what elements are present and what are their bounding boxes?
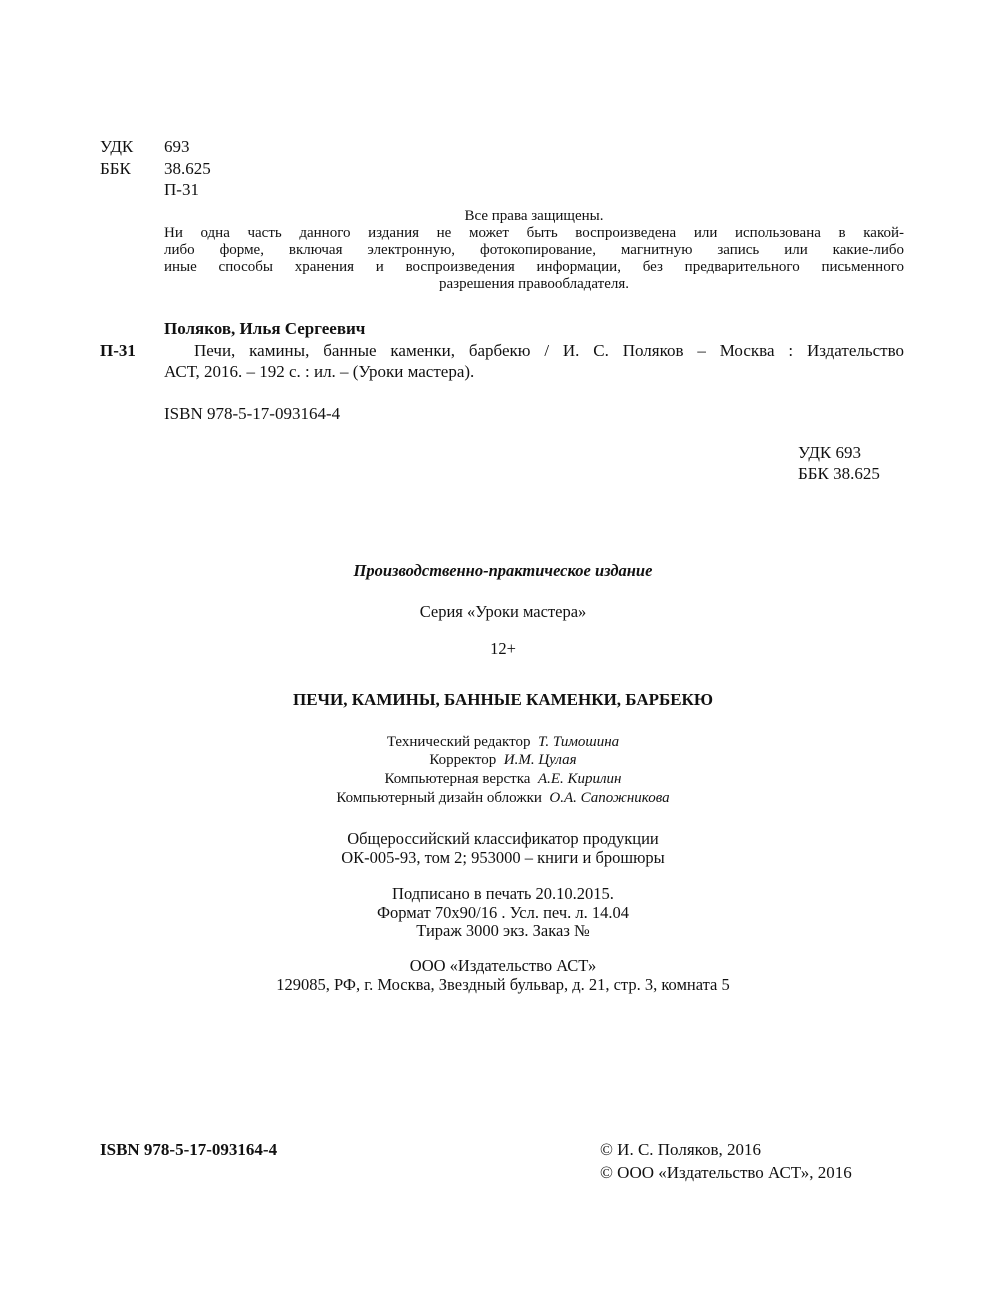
credit-role: Компьютерная верстка [384,771,531,787]
credit-line [0,790,986,807]
book-title: ПЕЧИ, КАМИНЫ, БАННЫЕ КАМЕНКИ, БАРБЕКЮ [292,690,714,709]
rights-title: Все права защищены. [464,208,604,224]
print-format: Формат 70x90/16 . Усл. печ. л. 14.04 [377,903,629,922]
credit-role: Корректор [429,752,497,768]
bib-isbn: ISBN 978-5-17-093164-4 [164,404,341,423]
bib-udk: УДК 693 [798,443,862,462]
classifier-line-2: ОК-005-93, том 2; 953000 – книги и брошюры [341,848,665,867]
publisher-address: 129085, РФ, г. Москва, Звездный бульвар, д. 21, стр. 3, комната 5 [276,975,730,994]
bib-bbk: ББК 38.625 [798,464,880,483]
age-rating: 12+ [490,639,516,658]
publisher-name: ООО «Издательство АСТ» [409,956,597,975]
credit-line [0,734,986,751]
edition-type: Производственно-практическое издание [353,561,653,580]
credit-line [0,771,986,788]
bib-description [164,342,904,381]
rights-line: иные способы хранения и воспроизведения информации, без предварительного письменного [164,259,904,275]
rights-notice [164,208,904,293]
signed-date: Подписано в печать 20.10.2015. [392,884,614,903]
bbk-label: ББК [100,159,131,178]
credit-name: И.М. Цулая [503,752,577,768]
udk-value: 693 [164,137,190,156]
bib-author: Поляков, Илья Сергеевич [164,319,366,338]
rights-line: Ни одна часть данного издания не может быть воспроизведена или использована в какой- [164,225,904,241]
bib-classification [798,444,880,483]
credit-name: О.А. Сапожникова [549,790,670,806]
rights-line: разрешения правообладателя. [439,276,629,292]
bbk-value: 38.625 [164,159,211,178]
author-mark: П-31 [164,180,199,199]
credit-role: Технический редактор [386,734,531,750]
series-line: Серия «Уроки мастера» [419,602,587,621]
rights-line: либо форме, включая электронную, фотокопирование, магнитную запись или какие-либо [164,242,904,258]
classifier-line-1: Общероссийский классификатор продукции [347,829,659,848]
copyright-author: © И. С. Поляков, 2016 [600,1140,762,1159]
footer-isbn: ISBN 978-5-17-093164-4 [100,1140,278,1159]
credit-name: Т. Тимошина [537,734,620,750]
print-run: Тираж 3000 экз. Заказ № [416,921,590,940]
copyright-publisher: © ООО «Издательство АСТ», 2016 [600,1163,852,1182]
credit-name: А.Е. Кирилин [537,771,622,787]
credit-line [0,752,986,769]
bib-line-2: АСТ, 2016. – 192 с. : ил. – (Уроки мастера). [164,362,475,381]
bib-mark: П-31 [100,341,136,360]
bib-line-1: Печи, камины, банные каменки, барбекю / И. С. Поляков – Москва : Издательство [194,341,904,360]
credit-role: Компьютерный дизайн обложки [336,790,542,806]
udk-label: УДК [100,137,134,156]
